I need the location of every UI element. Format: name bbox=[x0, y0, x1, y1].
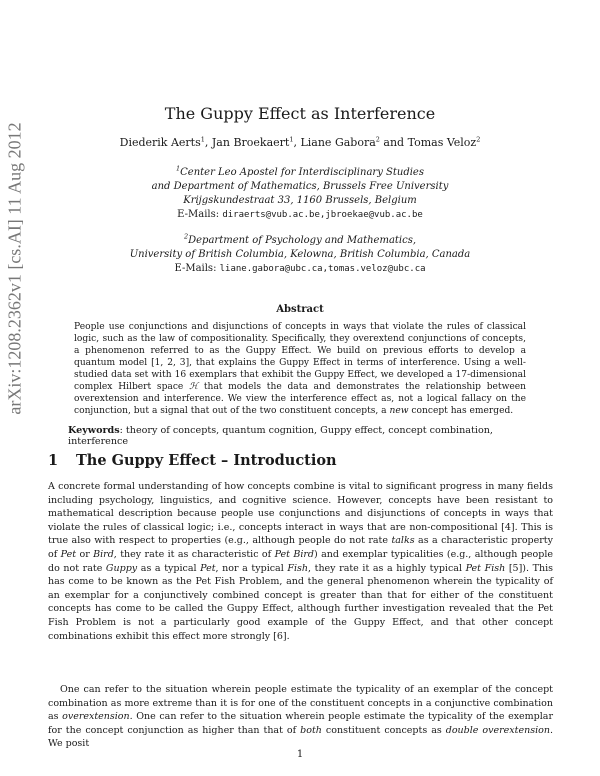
email-label: E-Mails: bbox=[174, 263, 220, 274]
affiliation-1 bbox=[0, 166, 600, 222]
affiliation-line: Krijgskundestraat 33, 1160 Brussels, Belgium bbox=[183, 195, 417, 206]
paper-title: The Guppy Effect as Interference bbox=[164, 104, 436, 123]
affiliation-2 bbox=[0, 234, 600, 276]
body-paragraph: A concrete formal understanding of how concepts combine is vital to significant progress in many fields including psychology, linguistics, and cognitive science. However, concepts have been resistant to mathematical description because people use conjunctions and disjunctions of concepts in ways that violate the rules of classical logic; i.e., concepts interact in ways that are non-compositional [4]. This is true also with respect to properties (e.g., although people do not rate talks as a characteristic property of Pet or Bird, they rate it as characteristic of Pet Bird) and exemplar typicalities (e.g., although people do not rate Guppy as a typical Pet, nor a typical Fish, they rate it as a highly typical Pet Fish [5]). This has come to be known as the Pet Fish Problem, and the general phenomenon wherein the typicality of an exemplar for a conjunctively combined concept is greater than that for either of the constituent concepts has come to be called the Guppy Effect, although further investigation revealed that the Pet Fish Problem is not a particularly good example of the Guppy Effect, and that other concept combinations exhibit this effect more strongly [6]. bbox=[48, 481, 553, 642]
author-list: Diederik Aerts$^1$, Jan Broekaert$^1$, Liane Gabora$^2$ and Tomas Veloz$^2$ bbox=[119, 135, 481, 149]
affiliation-sup: 2 bbox=[183, 232, 189, 241]
abstract-heading: Abstract bbox=[276, 304, 324, 315]
email-line bbox=[0, 262, 600, 276]
hilbert-space-symbol: ℋ bbox=[189, 382, 199, 393]
keywords bbox=[68, 425, 538, 447]
email-addresses: liane.gabora@ubc.ca,tomas.veloz@ubc.ca bbox=[219, 264, 426, 274]
author-name: Liane Gabora bbox=[300, 136, 376, 149]
section-title: The Guppy Effect – Introduction bbox=[76, 452, 337, 469]
keywords-label: Keywords bbox=[68, 425, 120, 436]
author-name: Jan Broekaert bbox=[211, 136, 290, 149]
section-number: 1 bbox=[48, 452, 59, 469]
author-sup: 1 bbox=[289, 135, 294, 144]
author-sup: 2 bbox=[375, 135, 380, 144]
abstract-text: People use conjunctions and disjunctions of concepts in ways that violate the rules of classical logic, such as the law of compositionality. Specifically, they overextend conjunctions of concepts, a phenomenon referred to as the Guppy Effect. We build on previous efforts to develop a quantum model [1, 2, 3], that explains the Guppy Effect in terms of interference. Using a well-studied data set with 16 exemplars that exhibit the Guppy Effect, we developed a 17-dimensional complex Hilbert space ℋ that models the data and demonstrates the relationship between overextension and interference. We view the interference effect as, not a logical fallacy on the conjunction, but a signal that out of the two constituent concepts, a new concept has emerged. bbox=[74, 322, 526, 417]
keywords-text: : theory of concepts, quantum cognition, Guppy effect, concept combination, interference bbox=[68, 425, 493, 447]
affiliation-line: Center Leo Apostel for Interdisciplinary Studies bbox=[180, 167, 424, 178]
body-paragraph: One can refer to the situation wherein people estimate the typicality of an exemplar of the concept combination as more extreme than it is for one of the constituent concepts in a conjunctive combination as overextension. One can refer to the situation wherein people estimate the typicality of the exemplar for the concept conjunction as higher than that of both constituent concepts as double overextension. We posit bbox=[48, 684, 554, 750]
page-number: 1 bbox=[296, 749, 304, 760]
affiliation-line: and Department of Mathematics, Brussels Free University bbox=[151, 181, 449, 192]
affiliation-line: University of British Columbia, Kelowna, British Columbia, Canada bbox=[129, 249, 471, 260]
affiliation-sup: 1 bbox=[176, 164, 181, 173]
email-line bbox=[0, 208, 600, 222]
author-name: Diederik Aerts bbox=[119, 136, 201, 149]
affiliation-line: Department of Psychology and Mathematics, bbox=[188, 235, 417, 246]
author-sup: 1 bbox=[200, 135, 205, 144]
email-addresses: diraerts@vub.ac.be,jbroekae@vub.ac.be bbox=[222, 210, 423, 220]
author-name: Tomas Veloz bbox=[407, 136, 477, 149]
section-heading bbox=[48, 452, 337, 469]
arxiv-stamp: arXiv:1208.2362v1 [cs.AI] 11 Aug 2012 bbox=[4, 122, 25, 415]
author-sup: 2 bbox=[476, 135, 481, 144]
email-label: E-Mails: bbox=[177, 209, 223, 220]
